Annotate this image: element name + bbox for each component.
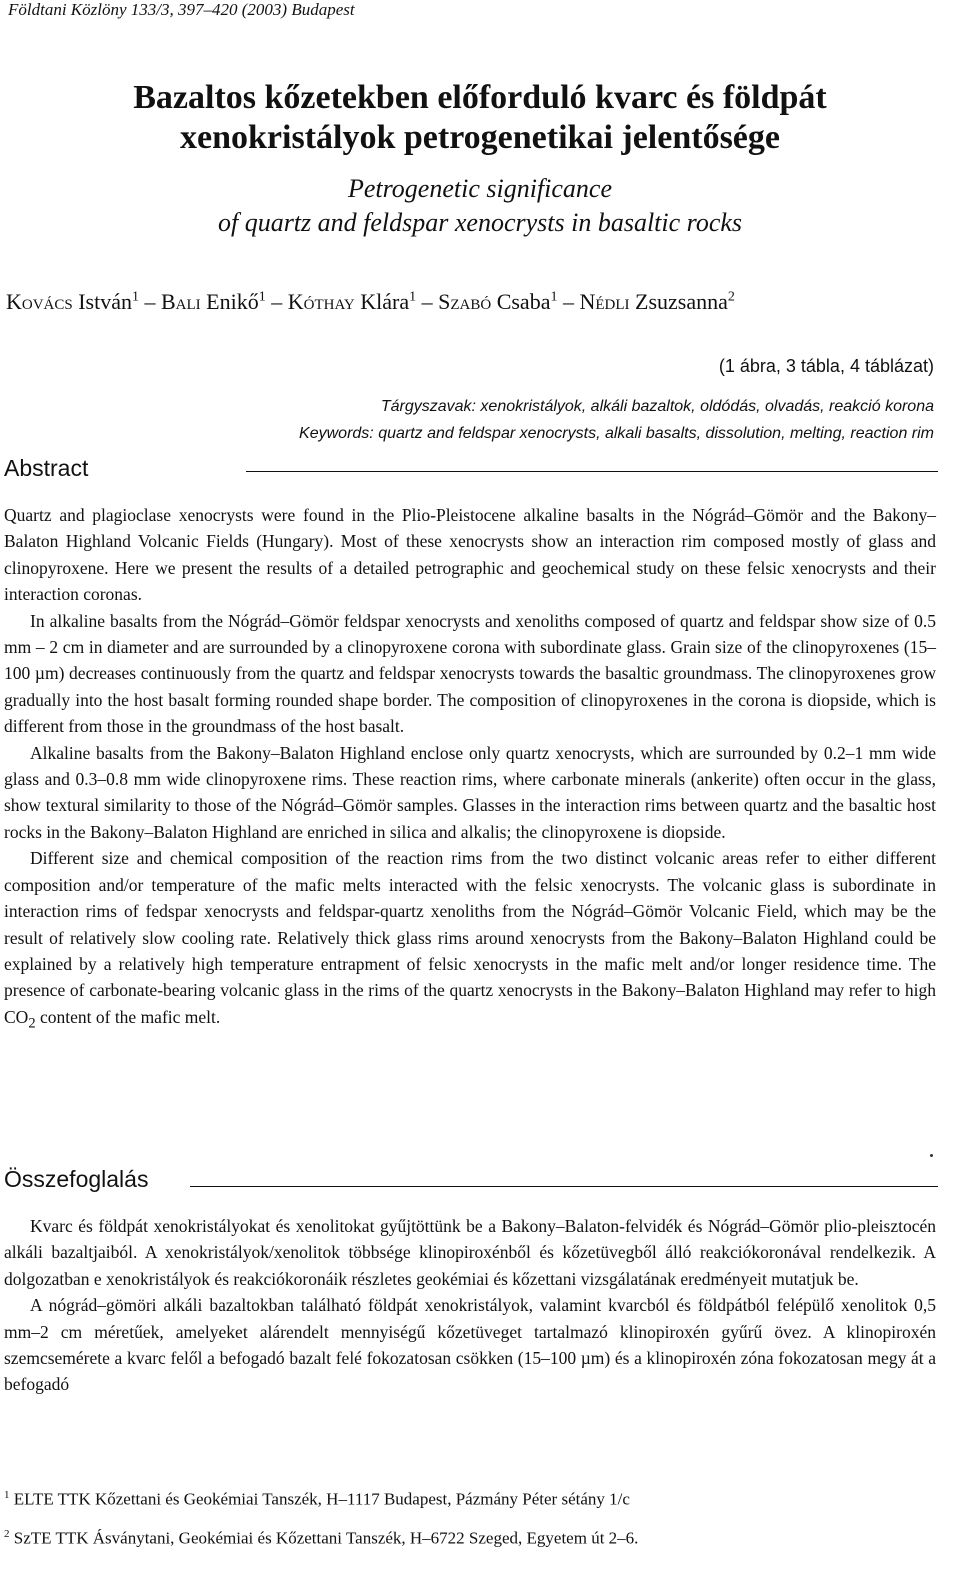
- title-hungarian: [0, 78, 960, 158]
- journal-reference: Földtani Közlöny 133/3, 397–420 (2003) Budapest: [8, 0, 355, 19]
- summary-paragraph-2: A nógrád–gömöri alkáli bazaltokban található földpát xenokristályok, valamint kvarcból és földpátból felépülő xenolitok 0,5 mm–2 cm méretűek, amelyeket alárendelt mennyiségű kőzetüveget tartalmazó klinopiroxén gyűrű övez. A klinopiroxén szemcsemérete a kvarc felől a befogadó bazalt felé fokozatosan csökken (15–100 µm) és a klinopiroxén zóna fokozatosan megy át a befogadó: [4, 1295, 936, 1395]
- title-english-line-1: Petrogenetic significance: [348, 174, 612, 203]
- abstract-paragraph-4: Different size and chemical composition of the reaction rims from the two distinct volcanic areas refer to either different composition and/or temperature of the mafic melts interacted with the felsic xenocrysts. The volcanic glass is subordinate in interaction rims of fedspar xenocrysts and feldspar-quartz xenoliths from the Nógrád–Gömör Volcanic Field, which may be the result of relatively slow cooling rate. Relatively thick glass rims around xenocrysts from the Bakony–Balaton Highland could be explained by a relatively high temperature entrapment of felsic xenocrysts in the mafic melt and/or longer residence time. The presence of carbonate-bearing volcanic glass in the rims of the quartz xenocrysts in the Bakony–Balaton Highland may refer to high $CO_2$ content of the mafic melt.: [4, 848, 936, 1032]
- footnote-2: $^2$ SzTE TTK Ásványtani, Geokémiai és Kőzettani Tanszék, H–6722 Szeged, Egyetem út 2–6.: [4, 1527, 639, 1548]
- abstract-paragraph-3: Alkaline basalts from the Bakony–Balaton Highland enclose only quartz xenocrysts, which are surrounded by 0.2–1 mm wide glass and 0.3–0.8 mm wide clinopyroxene rims. These reaction rims, where carbonate minerals (ankerite) often occur in the glass, show textural similarity to those of the Nógrád–Gömör samples. Glasses in the interaction rims between quartz and the basaltic host rocks in the Bakony–Balaton Highland are enriched in silica and alkalis; the clinopyroxene is diopside.: [4, 742, 936, 842]
- author-5: Nédli Zsuzsanna$^2$: [579, 289, 735, 314]
- title-english-line-2: of quartz and feldspar xenocrysts in basaltic rocks: [217, 208, 743, 237]
- figure-count: (1 ábra, 3 tábla, 4 táblázat): [718, 356, 934, 376]
- author-1: Kovács István$^1$: [6, 289, 139, 314]
- summary-heading: Összefoglalás: [4, 1166, 149, 1192]
- affiliation-footnotes: [4, 1478, 936, 1555]
- co2-subscript: 2: [28, 1015, 36, 1032]
- keywords-english: Keywords: quartz and feldspar xenocrysts, alkali basalts, dissolution, melting, reaction rim: [299, 425, 934, 442]
- title-line-2: xenokristályok petrogenetikai jelentősége: [180, 119, 780, 156]
- abstract-body: [4, 502, 936, 1037]
- title-line-1: Bazaltos kőzetekben előforduló kvarc és földpát: [133, 79, 827, 116]
- summary-paragraph-1: Kvarc és földpát xenokristályokat és xenolitokat gyűjtöttünk be a Bakony–Balaton-felvidék és Nógrád–Gömör plio-pleisztocén alkáli bazaltjaiból. A xenokristályok/xenolitok többsége klinopiroxénből és kőzetüvegből álló reakciókoronával rendelkezik. A dolgozatban e xenokristályok és reakciókoronáik részletes geokémiai és kőzettani vizsgálatának eredményeit mutatjuk be.: [4, 1216, 936, 1289]
- keywords-hungarian: Tárgyszavak: xenokristályok, alkáli bazaltok, oldódás, olvadás, reakció korona: [380, 398, 934, 415]
- author-3: Kóthay Klára$^1$: [287, 289, 417, 314]
- author-4: Szabó Csaba$^1$: [438, 289, 558, 314]
- title-english: [0, 172, 960, 240]
- author-list: Kovács István$^1$ – Bali Enikő$^1$ – Kóthay Klára$^1$ – Szabó Csaba$^1$ – Nédli Zsuzsanna$^2$: [6, 289, 735, 314]
- abstract-rule: [246, 471, 938, 472]
- summary-rule: [190, 1186, 938, 1187]
- abstract-paragraph-2: In alkaline basalts from the Nógrád–Gömör feldspar xenocrysts and xenoliths composed of quartz and feldspar show size of 0.5 mm – 2 cm in diameter and are surrounded by a clinopyroxene corona with subordinate glass. Grain size of the clinopyroxenes (15–100 µm) decreases continuously from the quartz and feldspar xenocrysts towards the basaltic groundmass. The clinopyroxenes grow gradually into the host basalt forming rounded shape border. The composition of clinopyroxenes in the corona is diopside, which is different from those in the groundmass of the host basalt.: [4, 610, 936, 737]
- author-2: Bali Enikő$^1$: [161, 289, 266, 314]
- summary-body: [4, 1213, 936, 1398]
- abstract-paragraph-1: Quartz and plagioclase xenocrysts were found in the Plio-Pleistocene alkaline basalts in the Nógrád–Gömör and the Bakony–Balaton Highland Volcanic Fields (Hungary). Most of these xenocrysts show an interaction rim composed mostly of glass and clinopyroxene. Here we present the results of a detailed petrographic and geochemical study on these felsic xenocrysts and their interaction coronas.: [4, 505, 936, 605]
- abstract-heading: Abstract: [4, 455, 89, 481]
- stray-dot: [930, 1154, 933, 1157]
- footnote-1: $^1$ ELTE TTK Kőzettani és Geokémiai Tanszék, H–1117 Budapest, Pázmány Péter sétány 1/c: [4, 1489, 630, 1509]
